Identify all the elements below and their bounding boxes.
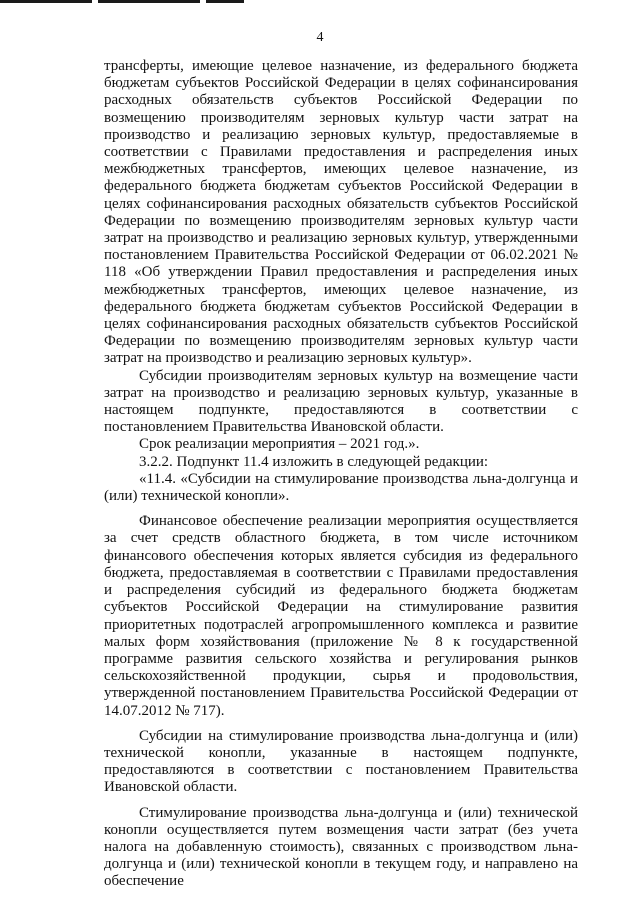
paragraph-subclause-3-2-2: 3.2.2. Подпункт 11.4 изложить в следующей редакции:	[139, 453, 489, 470]
document-body	[104, 58, 578, 891]
scan-edge-mark	[206, 0, 244, 3]
paragraph-subclause-11-4-title: «11.4. «Субсидии на стимулирование производства льна-долгунца и (или) технической конопли».	[104, 470, 578, 505]
paragraph-grain-subsidies: Субсидии производителям зерновых культур на возмещение части затрат на производство и реализацию зерновых культур, указанные в настоящем подпункте, предоставляются в соответствии с постановлением Правительства Ивановской области.	[104, 367, 578, 436]
paragraph-flax-subsidies: Субсидии на стимулирование производства льна-долгунца и (или) технической конопли, указанные в настоящем подпункте, предоставляются в соответствии с постановлением Правительства Ивановской области.	[104, 727, 578, 796]
page-number: 4	[316, 30, 324, 45]
paragraph-transfers-continued: трансферты, имеющие целевое назначение, из федерального бюджета бюджетам субъектов Российской Федерации в целях софинансирования расходных обязательств субъектов Российской Федерации по возмещению производителям зерновых культур части затрат на производство и реализацию зерновых культур, предоставляемые в соответствии с Правилами предоставления и распределения иных межбюджетных трансфертов, имеющих целевое назначение, из федерального бюджета бюджетам субъектов Российской Федерации в целях софинансирования расходных обязательств субъектов Российской Федерации по возмещению производителям зерновых культур части затрат на производство и реализацию зерновых культур, утвержденными постановлением Правительства Российской Федерации от 06.02.2021 № 118 «Об утверждении Правил предоставления и распределения иных межбюджетных трансфертов, имеющих целевое назначение, из федерального бюджета бюджетам субъектов Российской Федерации в целях софинансирования расходных обязательств субъектов Российской Федерации по возмещению производителям зерновых культур части затрат на производство и реализацию зерновых культур».	[104, 58, 578, 367]
paragraph-financing: Финансовое обеспечение реализации мероприятия осуществляется за счет средств областного бюджета, в том числе источником финансового обеспечения которых является субсидия из федерального бюджета, предоставляемая в соответствии с Правилами предоставления и распределения субсидий из федерального бюджета бюджетам субъектов Российской Федерации на стимулирование развития приоритетных подотраслей агропромышленного комплекса и развитие малых форм хозяйствования (приложение № 8 к государственной программе развития сельского хозяйства и регулирования рынков сельскохозяйственной продукции, сырья и продовольствия, утвержденной постановлением Правительства Российской Федерации от 14.07.2012 № 717).	[104, 513, 578, 719]
scan-edge-mark	[98, 0, 200, 3]
scan-edge-mark	[0, 0, 92, 3]
paragraph-implementation-period: Срок реализации мероприятия – 2021 год.».	[139, 436, 420, 453]
paragraph-flax-stimulation: Стимулирование производства льна-долгунца и (или) технической конопли осуществляется путем возмещения части затрат (без учета налога на добавленную стоимость), связанных с производством льна-долгунца и (или) технической конопли в текущем году, и направлено на обеспечение	[104, 804, 578, 890]
